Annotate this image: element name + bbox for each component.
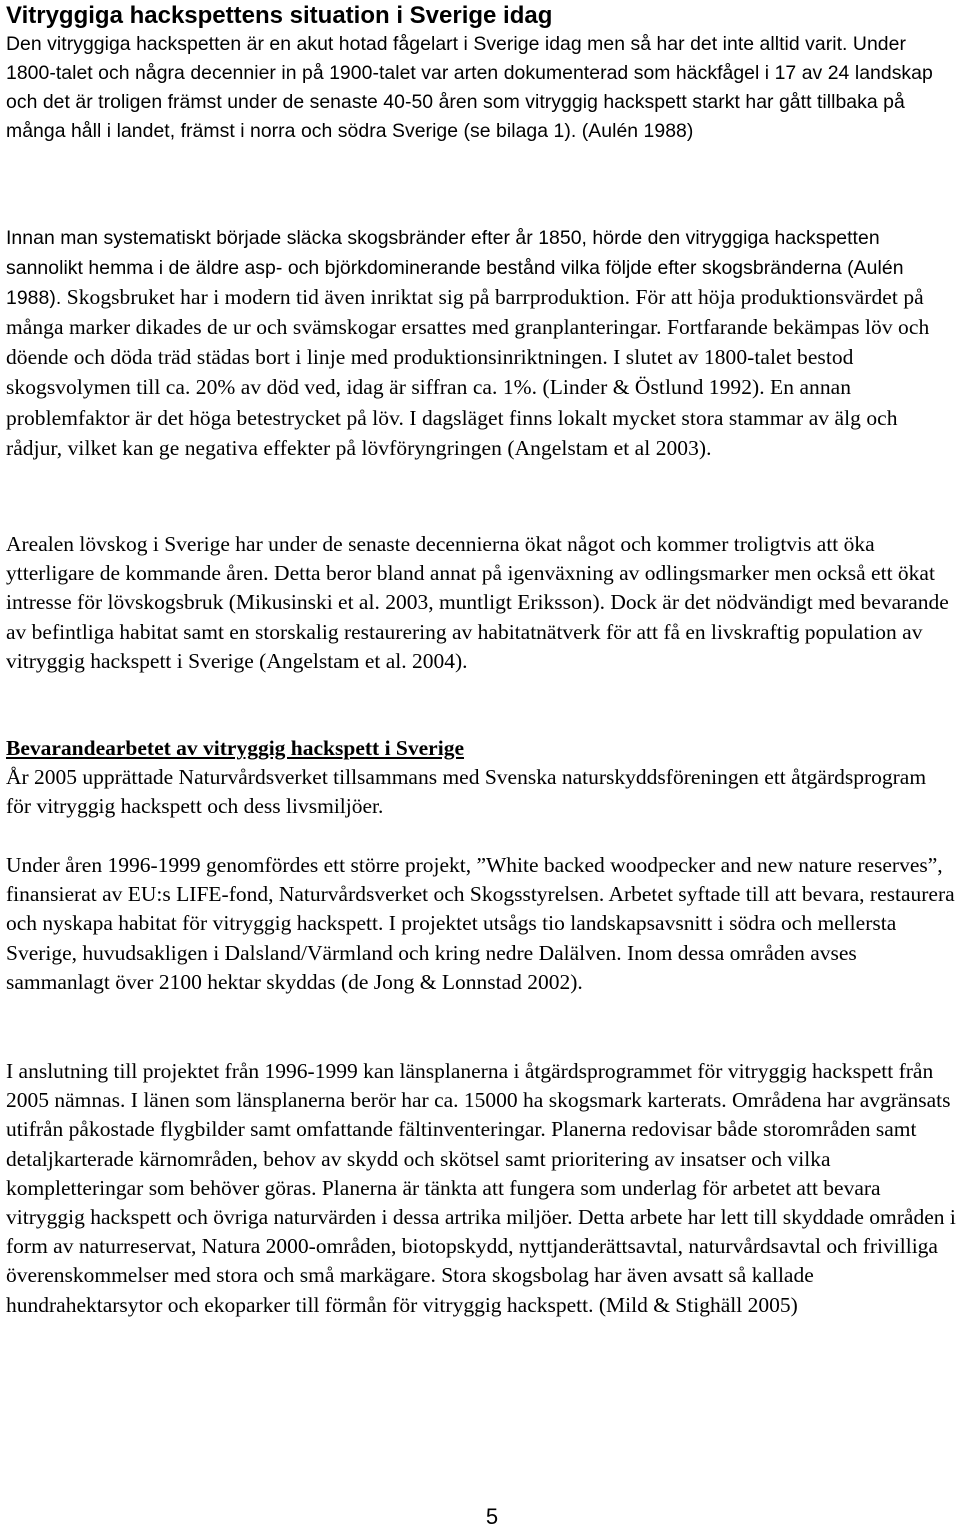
paragraph-under: Under åren 1996-1999 genomfördes ett större projekt, ”White backed woodpecker and new nature reserves”, finansierat av EU:s LIFE-fond, Naturvårdsverket och Skogsstyrelsen. Arbetet syftade till att bevara, restaurera och nyskapa habitat för vitryggig hackspett. I projektet utsågs tio landskapsavsnitt i södra och mellersta Sverige, huvudsakligen i Dalsland/Värmland och kring nedre Dalälven. Inom dessa områden avses sammanlagt över 2100 hektar skyddas (de Jong & Lonnstad 2002). — [6, 853, 955, 994]
paragraph-anslutning: I anslutning till projektet från 1996-1999 kan länsplanerna i åtgärdsprogrammet för vitryggig hackspett från 2005 nämnas. I länen som länsplanerna berör har ca. 15000 ha skogsmark karterats. Områdena har avgränsats utifrån påkostade flygbilder samt omfattande fältinventeringar. Planerna redovisar både storområden samt detaljkarterade kärnområden, behov av skydd och skötsel samt prioritering av insatser och vilka kompletteringar som behöver göras. Planerna är tänkta att fungera som underlag för arbetet att bevara vitryggig hackspett och övriga naturvärden i dessa artrika miljöer. Detta arbete har lett till skyddade områden i form av naturreservat, Natura 2000-områden, biotopskydd, nyttjanderättsavtal, naturvårdsavtal och frivilliga överenskommelser med stora och små markägare. Stora skogsbolag har även avsatt så kallade hundrahektarsytor och ekoparker till förmån för vitryggig hackspett. (Mild & Stighäll 2005) — [6, 1059, 956, 1317]
section-heading-bevarande: Bevarandearbetet av vitryggig hackspett i Sverige — [6, 736, 464, 760]
paragraph-innan-serif: Skogsbruket har i modern tid även inriktat sig på barrproduktion. För att höja produktionsvärdet på många marker dikades de ur och svämskogar ersattes med granplanteringar. Fortfarande bekämpas löv och döende och döda träd städas bort i linje med produktionsinriktningen. I slutet av 1800-talet bestod skogsvolymen till ca. 20% av död ved, idag är siffran ca. 1%. (Linder & Östlund 1992). En annan problemfaktor är det höga betestrycket på löv. — [6, 284, 930, 430]
section-situation — [6, 0, 956, 146]
paragraph-innan-serif-2: I dagsläget finns lokalt mycket stora stammar av älg och rådjur, vilket kan ge negativa effekter på lövföryngringen (Angelstam et al 2003). — [6, 405, 898, 460]
section-heading-situation: Vitryggiga hackspettens situation i Sverige idag — [6, 2, 553, 29]
paragraph-innan — [6, 224, 956, 464]
page-number: 5 — [485, 1504, 499, 1529]
paragraph-intro: Den vitryggiga hackspetten är en akut hotad fågelart i Sverige idag men så har det inte alltid varit. Under 1800-talet och några decennier in på 1900-talet var arten dokumenterad som häckfågel i 17 av 24 landskap och det är troligen främst under de senaste 40-50 åren som vitryggig hackspett starkt har gått tillbaka på många håll i landet, främst i norra och södra Sverige (se bilaga 1). (Aulén 1988) — [6, 33, 933, 142]
paragraph-innan-sans: Innan man systematiskt började släcka skogsbränder efter år 1850, hörde den vitryggiga hackspetten sannolikt hemma i de äldre asp- och björkdominerande bestånd vilka följde efter skogsbränderna (Aulén 1988). — [6, 227, 904, 309]
paragraph-arealen: Arealen lövskog i Sverige har under de senaste decennierna ökat något och kommer troligtvis att öka ytterligare de kommande åren. Detta beror bland annat på igenväxning av odlingsmarker men också ett ökat intresse för lövskogsbruk (Mikusinski et al. 2003, muntligt Eriksson). Dock är det nödvändigt med bevarande av befintliga habitat samt en storskalig restaurering av habitatnätverk för att få en livskraftig population av vitryggig hackspett i Sverige (Angelstam et al. 2004). — [6, 532, 949, 673]
paragraph-ar2005: År 2005 upprättade Naturvårdsverket tillsammans med Svenska naturskyddsföreningen ett åtgärdsprogram för vitryggig hackspett och dess livsmiljöer. — [6, 765, 927, 819]
